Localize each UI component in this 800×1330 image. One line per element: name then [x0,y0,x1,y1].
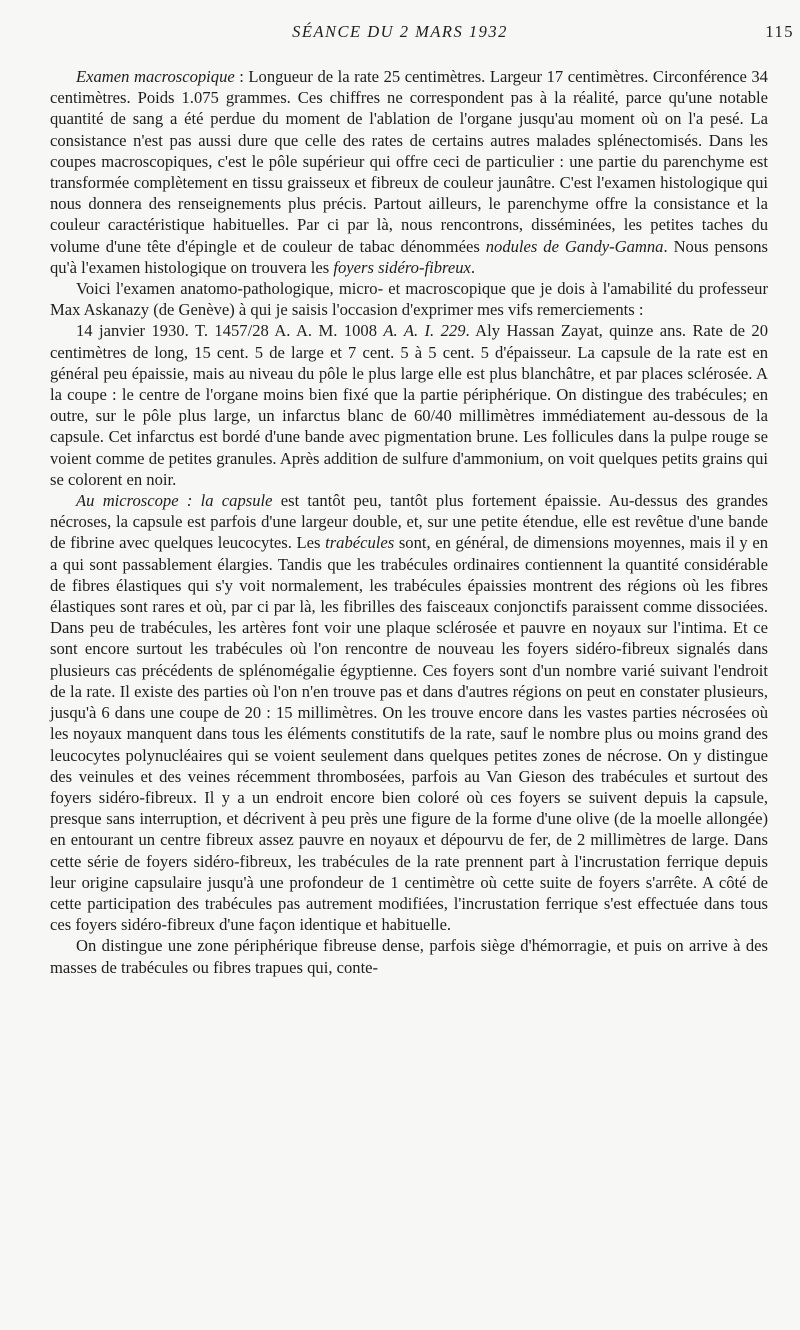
italic-text: A. A. I. 229 [383,321,466,341]
paragraph [50,490,768,935]
text-run: . [470,257,476,277]
paragraph [50,66,768,278]
text-run: . Aly Hassan Zayat, quinze ans. Rate de 20 centimètres de long, 15 cent. 5 de large et 7 cent. 5 à 5 cent. 5 d'épaisseur. La capsule de la rate est en général peu épaissie, mais au niveau du pôle le plus large elle est plus blanchâtre, et par places sclérosée. A la coupe : le centre de l'organe moins bien fixé que la partie périphérique. On distingue des trabécules; en outre, sur le pôle plus large, un infarctus blanc de 60/40 millimètres immédiatement au-dessous de la capsule. Cet infarctus est bordé d'une bande avec pigmentation brune. Les follicules dans la pulpe rouge se voient comme de petites granules. Après addition de sulfure d'ammonium, on voit quelques petits grains qui se colorent en noir. [50,321,768,489]
italic-text: Examen macroscopique [76,67,235,86]
italic-text: foyers sidéro-fibreux [333,257,471,277]
italic-text: nodules de Gandy-Gamna [485,236,664,256]
text-run: . Nous pensons qu'à l'examen histologique on trouvera les [50,236,768,277]
header-title: SÉANCE DU 2 MARS 1932 [292,22,508,41]
text-run: On distingue une zone périphérique fibreuse dense, parfois siège d'hémorragie, et puis on arrive à des masses de trabécules ou fibres trapues qui, conte- [50,936,768,977]
paragraph [50,278,768,320]
text-run: est tantôt peu, tantôt plus fortement épaissie. Au-dessus des grandes nécroses, la capsule est parfois d'une largeur double, et, sur une petite étendue, elle est revêtue d'une bande de fibrine avec quelques leucocytes. Les [50,491,768,553]
paragraph [50,320,768,490]
body-text [50,66,768,978]
paragraph [50,935,768,977]
text-run: : Longueur de la rate 25 centimètres. Largeur 17 centimètres. Circonférence 34 centimètres. Poids 1.075 grammes. Ces chiffres ne correspondent pas à la réalité, parce qu'une notable quantité de sang a été perdue du moment de l'ablation de l'organe jusqu'au moment où on l'a pesé. La consistance n'est pas aussi dure que celle des rates de certains autres malades splénectomisés. Dans les coupes macroscopiques, c'est le pôle supérieur qui offre ceci de particulier : une partie du parenchyme est transformée complètement en tissu graisseux et fibreux de couleur jaunâtre. C'est l'examen histologique qui nous donnera des renseignements plus précis. Partout ailleurs, le parenchyme offre la consistance et la couleur caractéristique habituelles. Par ci par là, nous rencontrons, disséminées, les petites taches du volume d'une tête d'épingle et de couleur de tabac dénommées [50,67,768,256]
italic-text: Au microscope : la capsule [76,491,273,511]
text-run: sont, en général, de dimensions moyennes, mais il y en a qui sont passablement élargies. Tandis que les trabécules ordinaires contiennent la quantité considérable de fibres élastiques qui s'y voit normalement, les trabécules épaissies montrent des régions où les fibres élastiques sont rares et où, par ci par là, les fibrilles des faisceaux conjonctifs paraissent comme dissociées. Dans peu de trabécules, les artères font voir une plaque sclérosée et pauvre en noyaux sur l'intima. Et ce sont encore surtout les trabécules où l'on rencontre de nouveau les foyers sidéro-fibreux signalés dans plusieurs cas précédents de splénomégalie égyptienne. Ces foyers sont d'un nombre varié suivant l'endroit de la rate. Il existe des parties où l'on n'en trouve pas et dans d'autres régions on peut en constater plusieurs, jusqu'à 6 dans une coupe de 20 : 15 millimètres. On les trouve encore dans les vastes parties nécrosées où les noyaux manquent dans tous les éléments constitutifs de la rate, sauf le nombre plus ou moins grand des leucocytes polynucléaires qui se voient seulement dans quelques petites zones de nécrose. On y distingue des veinules et des veines récemment thrombosées, parfois au Van Gieson des trabécules et surtout des foyers sidéro-fibreux. Il y a un endroit encore bien coloré où ces foyers se suivent depuis la capsule, presque sans interruption, et décrivent à peu près une figure de la forme d'une olive (de la moelle allongée) en entourant un centre fibreux assez pauvre en noyaux et dépourvu de fer, de 2 millimètres de large. Dans cette série de foyers sidéro-fibreux, les trabécules de la rate prennent part à l'incrustation ferrique depuis leur origine capsulaire jusqu'à une profondeur de 1 centimètre où cette suite de foyers s'arrête. A côté de cette participation des trabécules pas autrement modifiées, l'incrustation ferrique s'est effectuée dans tous ces foyers sidéro-fibreux d'une façon identique et habituelle. [50,533,768,935]
text-run: Voici l'examen anatomo-pathologique, micro- et macroscopique que je dois à l'amabilité du professeur Max Askanazy (de Genève) à qui je saisis l'occasion d'exprimer mes vifs remerciements : [50,279,768,320]
italic-text: trabécules [325,533,395,553]
running-header [0,20,800,48]
text-run: 14 janvier 1930. T. 1457/28 A. A. M. 1008 [76,321,384,341]
page-number: 115 [765,22,794,41]
